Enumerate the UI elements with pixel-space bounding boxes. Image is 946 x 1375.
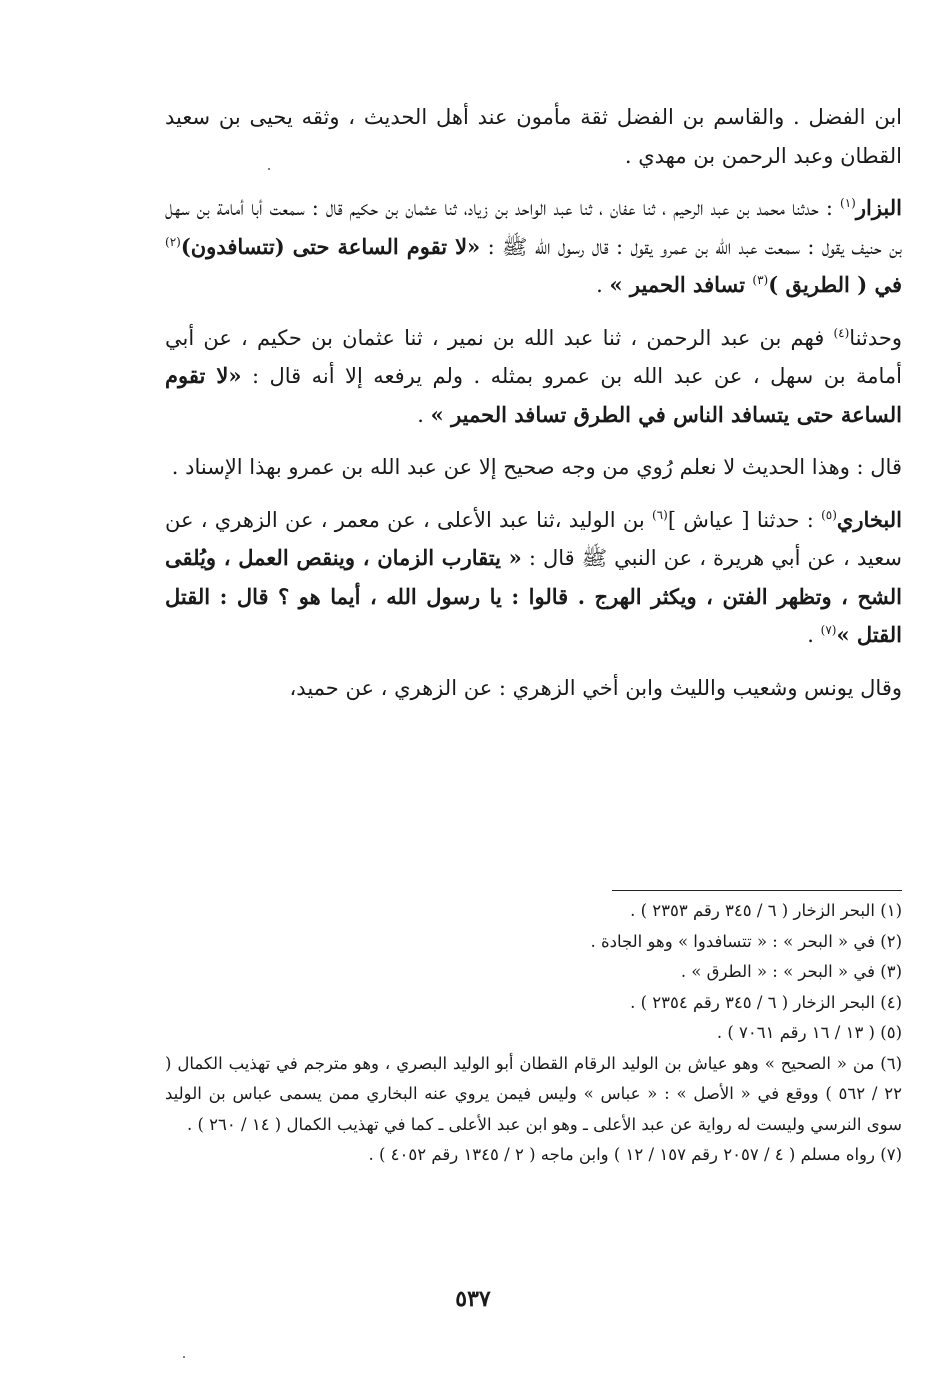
source-name: البزار — [855, 195, 902, 220]
paragraph-text: . — [807, 623, 821, 647]
hadith-text: في ( الطريق ) — [768, 272, 902, 297]
footnote-2: (٢) في « البحر » : « تتسافدوا » وهو الجادة . — [590, 931, 902, 951]
footnote-ref-7[interactable]: (٧) — [820, 623, 837, 637]
paragraph-bazzar — [165, 189, 902, 305]
footnote-ref-4[interactable]: (٤) — [833, 325, 850, 340]
paragraph-text: فهم بن عبد الرحمن ، ثنا عبد الله بن نمير ، ثنا عثمان بن حكيم ، عن أبي أمامة بن سهل ، عن عبد الله بن عمرو بمثله . ولم يرفعه إلا أنه قال : — [165, 325, 902, 388]
main-text — [165, 98, 902, 721]
footnote-7: (٧) رواه مسلم ( ٤ / ٢٠٥٧ رقم ١٥٧ / ١٢ ) وابن ماجه ( ٢ / ١٣٤٥ رقم ٤٠٥٢ ) . — [368, 1145, 902, 1164]
footnote-3: (٣) في « البحر » : « الطرق » . — [680, 962, 902, 981]
paragraph-bukhari — [165, 501, 902, 655]
hadith-text: «لا تقوم الساعة حتى يتسافد الناس في الطرق تسافد الحمير » — [165, 363, 902, 427]
footnote-ref-3[interactable]: (٣) — [752, 273, 769, 287]
footnote-6: (٦) من « الصحيح » وهو عياش بن الوليد الرقام القطان أبو الوليد البصري ، وهو مترجم في تهذيب الكمال ( ٢٢ / ٥٦٢ ) ووقع في « الأصل » : « عباس » وليس فيمن يروي عنه البخاري ممن يسمى عباس بن الوليد سوى النرسي وليست له رواية عن عبد الأعلى ـ وهو ابن عبد الأعلى ـ كما في تهذيب الكمال ( ١٤ / ٢٦٠ ) . — [165, 1053, 902, 1134]
paragraph-text: قال : وهذا الحديث لا نعلم رُوي من وجه صحيح إلا عن عبد الله بن عمرو بهذا الإسناد . — [171, 455, 902, 479]
footnote-ref-1[interactable]: (١) — [840, 196, 856, 210]
footnote-5: (٥) ( ١٣ / ١٦ رقم ٧٠٦١ ) . — [716, 1023, 902, 1042]
footnote-ref-2[interactable]: (٢) — [165, 234, 181, 249]
paragraph-text: بن الوليد ،ثنا عبد الأعلى ، عن معمر ، عن الزهري ، عن سعيد ، عن أبي هريرة ، عن النبي ﷺ قال : — [165, 507, 902, 570]
paragraph-qala — [165, 448, 902, 487]
footnote-1: (١) البحر الزخار ( ٦ / ٣٤٥ رقم ٢٣٥٣ ) . — [630, 901, 902, 920]
page-number: ٥٣٧ — [455, 1286, 491, 1312]
scan-speck — [183, 1356, 185, 1358]
footnote-separator — [612, 890, 902, 891]
paragraph-text: : حدثنا [ عياش ] — [667, 507, 822, 532]
scan-speck — [268, 168, 270, 170]
paragraph-text: . — [417, 402, 431, 427]
footnote-ref-5[interactable]: (٥) — [821, 507, 837, 522]
footnote-4: (٤) البحر الزخار ( ٦ / ٣٤٥ رقم ٢٣٥٤ ) . — [630, 992, 902, 1012]
paragraph-text: : حدثنا محمد بن عبد الرحيم ، ثنا عفان ، ثنا عبد الواحد بن زياد، ثنا عثمان بن حكيم قال : سمعت أبا أمامة بن سهل بن حنيف يقول : سمعت عبد الله بن عمرو يقول : قال رسول الله ﷺ : — [165, 196, 903, 259]
paragraph-wahaddathana — [165, 319, 902, 435]
paragraph-text: ابن الفضل . والقاسم بن الفضل ثقة مأمون عند أهل الحديث ، وثقه يحيى بن سعيد القطان وعبد الرحمن بن مهدي . — [165, 105, 902, 168]
footnotes — [165, 896, 902, 1171]
source-name: البخاري — [836, 506, 902, 532]
hadith-text: تسافد الحمير » — [609, 272, 753, 297]
hadith-text: «لا تقوم الساعة حتى (تتسافدون) — [180, 233, 481, 259]
paragraph-text: وقال يونس وشعيب والليث وابن أخي الزهري : عن الزهري ، عن حميد، — [289, 675, 902, 700]
paragraph-text: وحدثنا — [849, 325, 902, 350]
hadith-text: « يتقارب الزمان ، وينقص العمل ، ويُلقى الشح ، وتظهر الفتن ، ويكثر الهرج . قالوا : يا رسول الله ، أيما هو ؟ قال : القتل القتل » — [165, 545, 902, 647]
paragraph-last — [165, 669, 902, 708]
paragraph-1 — [165, 98, 902, 175]
paragraph-text: . — [596, 273, 610, 297]
footnote-ref-6[interactable]: (٦) — [651, 507, 668, 522]
